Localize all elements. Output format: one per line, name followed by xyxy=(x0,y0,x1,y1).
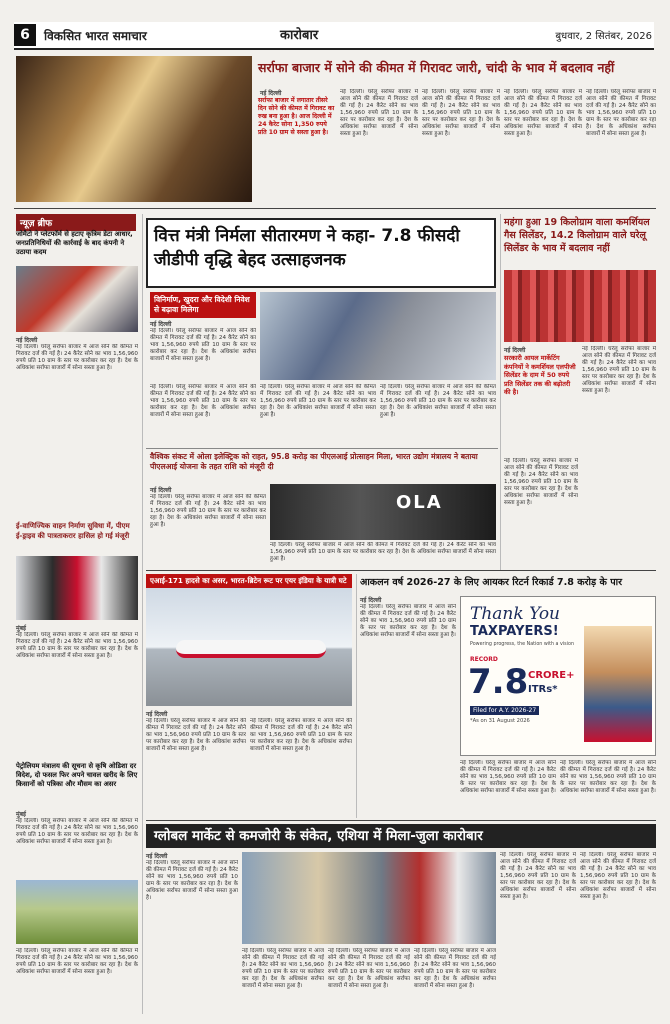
paddy-field-photo xyxy=(16,880,138,944)
news-brief-label: न्यूज़ ब्रीफ xyxy=(16,214,136,231)
itr-ad-record: RECORD xyxy=(470,656,498,663)
global-body-5: नई दिल्ली। घरेलू सर्राफा बाजार में आज सोने की कीमत में गिरावट दर्ज की गई है। 24 कैरेट सोने का भाव 1,56,960 रुपये प्रति 10 ग्राम के स्तर पर कारोबार कर रहा है। देश के अधिकांश सर्राफा बाजारों में सोना सस्ता हुआ है। xyxy=(500,852,576,900)
lpg-body-1: नई दिल्ली। घरेलू सर्राफा बाजार में आज सोने की कीमत में गिरावट दर्ज की गई है। 24 कैरेट सोने का भाव 1,56,960 रुपये प्रति 10 ग्राम के स्तर पर कारोबार कर रहा है। देश के अधिकांश सर्राफा बाजारों में सोना सस्ता हुआ है। xyxy=(504,458,578,506)
agri-body-top: नई दिल्ली। घरेलू सर्राफा बाजार में आज सोने की कीमत में गिरावट दर्ज की गई है। 24 कैरेट सोने का भाव 1,56,960 रुपये प्रति 10 ग्राम के स्तर पर कारोबार कर रहा है। देश के अधिकांश सर्राफा बाजारों में सोना सस्ता हुआ है। xyxy=(16,818,138,845)
itr-body-2: नई दिल्ली। घरेलू सर्राफा बाजार में आज सोने की कीमत में गिरावट दर्ज की गई है। 24 कैरेट सोने का भाव 1,56,960 रुपये प्रति 10 ग्राम के स्तर पर कारोबार कर रहा है। देश के अधिकांश सर्राफा बाजारों में सोना सस्ता हुआ है। xyxy=(460,760,556,794)
ev-headline: ई-वाणिज्यिक वाहन निर्माण सुविधा में, पीएम ई-ड्राइव की पात्रताकरार हासिल हो गई मंजूरी xyxy=(16,522,130,540)
ev-byline: मुंबई xyxy=(16,625,26,632)
gold-byline: नई दिल्ली xyxy=(260,90,282,97)
itr-body-3: नई दिल्ली। घरेलू सर्राफा बाजार में आज सोने की कीमत में गिरावट दर्ज की गई है। 24 कैरेट सोने का भाव 1,56,960 रुपये प्रति 10 ग्राम के स्तर पर कारोबार कर रहा है। देश के अधिकांश सर्राफा बाजारों में सोना सस्ता हुआ है। xyxy=(560,760,656,794)
itr-body-1: नई दिल्ली। घरेलू सर्राफा बाजार में आज सोने की कीमत में गिरावट दर्ज की गई है। 24 कैरेट सोने का भाव 1,56,960 रुपये प्रति 10 ग्राम के स्तर पर कारोबार कर रहा है। देश के अधिकांश सर्राफा बाजारों में सोना सस्ता हुआ है। xyxy=(360,604,456,638)
lead-byline: नई दिल्ली xyxy=(150,321,172,328)
airindia-byline: नई दिल्ली xyxy=(146,711,168,718)
itr-ad-crore: CRORE+ xyxy=(528,670,575,681)
itr-ad-itrs: ITRs* xyxy=(528,684,558,695)
page-number: 6 xyxy=(14,24,36,46)
gold-body-1: नई दिल्ली। घरेलू सर्राफा बाजार में आज सोने की कीमत में गिरावट दर्ज की गई है। 24 कैरेट सोने का भाव 1,56,960 रुपये प्रति 10 ग्राम के स्तर पर कारोबार कर रहा है। देश के अधिकांश सर्राफा बाजारों में सोना सस्ता हुआ है। xyxy=(340,89,418,137)
airindia-body-1: नई दिल्ली। घरेलू सर्राफा बाजार में आज सोने की कीमत में गिरावट दर्ज की गई है। 24 कैरेट सोने का भाव 1,56,960 रुपये प्रति 10 ग्राम के स्तर पर कारोबार कर रहा है। देश के अधिकांश सर्राफा बाजारों में सोना सस्ता हुआ है। xyxy=(146,718,246,752)
brief-byline: नई दिल्ली xyxy=(16,337,38,344)
itr-byline: नई दिल्ली xyxy=(360,597,382,604)
lead-body-2: नई दिल्ली। घरेलू सर्राफा बाजार में आज सोने की कीमत में गिरावट दर्ज की गई है। 24 कैरेट सोने का भाव 1,56,960 रुपये प्रति 10 ग्राम के स्तर पर कारोबार कर रहा है। देश के अधिकांश सर्राफा बाजारों में सोना सस्ता हुआ है। xyxy=(150,384,256,418)
ola-showroom-photo xyxy=(270,484,496,540)
gold-headline: सर्राफा बाजार में सोने की कीमत में गिरावट जारी, चांदी के भाव में बदलाव नहीं xyxy=(258,60,615,75)
lead-kicker: विनिर्माण, खुदरा और विदेशी निवेश से बढ़ावा मिलेगा xyxy=(150,292,256,318)
itr-ad-thank: Thank You xyxy=(470,604,561,624)
lpg-headline: महंगा हुआ 19 किलोग्राम वाला कमर्शियल गैस सिलेंडर, 14.2 किलोग्राम वाले घरेलू सिलेंडर के भाव में बदलाव नहीं xyxy=(504,217,650,254)
ola-sign-text: OLA xyxy=(396,492,443,513)
itr-ad-asof: *As on 31 August 2026 xyxy=(470,718,530,724)
itr-ad-filed: Filed for A.Y. 2026-27 xyxy=(470,706,539,715)
jewellery-shop-photo xyxy=(16,56,252,202)
plane-body-shape xyxy=(176,640,326,658)
issue-date: बुधवार, 2 सितंबर, 2026 xyxy=(555,31,652,42)
lead-body-4: नई दिल्ली। घरेलू सर्राफा बाजार में आज सोने की कीमत में गिरावट दर्ज की गई है। 24 कैरेट सोने का भाव 1,56,960 रुपये प्रति 10 ग्राम के स्तर पर कारोबार कर रहा है। देश के अधिकांश सर्राफा बाजारों में सोना सस्ता हुआ है। xyxy=(380,384,496,418)
gold-body-3: नई दिल्ली। घरेलू सर्राफा बाजार में आज सोने की कीमत में गिरावट दर्ज की गई है। 24 कैरेट सोने का भाव 1,56,960 रुपये प्रति 10 ग्राम के स्तर पर कारोबार कर रहा है। देश के अधिकांश सर्राफा बाजारों में सोना सस्ता हुआ है। xyxy=(504,89,582,137)
global-byline: नई दिल्ली xyxy=(146,853,168,860)
agri-byline: मुंबई xyxy=(16,811,26,818)
global-body-6: नई दिल्ली। घरेलू सर्राफा बाजार में आज सोने की कीमत में गिरावट दर्ज की गई है। 24 कैरेट सोने का भाव 1,56,960 रुपये प्रति 10 ग्राम के स्तर पर कारोबार कर रहा है। देश के अधिकांश सर्राफा बाजारों में सोना सस्ता हुआ है। xyxy=(580,852,656,900)
lpg-byline: नई दिल्ली xyxy=(504,347,526,354)
ev-vehicles-photo xyxy=(16,556,138,620)
finance-minister-photo xyxy=(260,292,496,380)
ola-body-1: नई दिल्ली। घरेलू सर्राफा बाजार में आज सोने की कीमत में गिरावट दर्ज की गई है। 24 कैरेट सोने का भाव 1,56,960 रुपये प्रति 10 ग्राम के स्तर पर कारोबार कर रहा है। देश के अधिकांश सर्राफा बाजारों में सोना सस्ता हुआ है। xyxy=(150,494,266,528)
gold-lead: सर्राफा बाजार में लगातार तीसरे दिन सोने की कीमत में गिरावट का रुख बना हुआ है। आज दिल्ली में 24 कैरेट सोना 1,350 रुपये प्रति 10 ग्राम से सस्ता हुआ है। xyxy=(258,97,335,136)
agri-body: नई दिल्ली। घरेलू सर्राफा बाजार में आज सोने की कीमत में गिरावट दर्ज की गई है। 24 कैरेट सोने का भाव 1,56,960 रुपये प्रति 10 ग्राम के स्तर पर कारोबार कर रहा है। देश के अधिकांश सर्राफा बाजारों में सोना सस्ता हुआ है। xyxy=(16,948,138,975)
stock-exchange-photo xyxy=(242,852,496,944)
lead-body-3: नई दिल्ली। घरेलू सर्राफा बाजार में आज सोने की कीमत में गिरावट दर्ज की गई है। 24 कैरेट सोने का भाव 1,56,960 रुपये प्रति 10 ग्राम के स्तर पर कारोबार कर रहा है। देश के अधिकांश सर्राफा बाजारों में सोना सस्ता हुआ है। xyxy=(260,384,376,418)
global-body-3: नई दिल्ली। घरेलू सर्राफा बाजार में आज सोने की कीमत में गिरावट दर्ज की गई है। 24 कैरेट सोने का भाव 1,56,960 रुपये प्रति 10 ग्राम के स्तर पर कारोबार कर रहा है। देश के अधिकांश सर्राफा बाजारों में सोना सस्ता हुआ है। xyxy=(328,948,410,989)
itr-ad-number: 7.8 xyxy=(468,662,529,702)
ola-body-2: नई दिल्ली। घरेलू सर्राफा बाजार में आज सोने की कीमत में गिरावट दर्ज की गई है। 24 कैरेट सोने का भाव 1,56,960 रुपये प्रति 10 ग्राम के स्तर पर कारोबार कर रहा है। देश के अधिकांश सर्राफा बाजारों में सोना सस्ता हुआ है। xyxy=(270,542,496,562)
lead-body-1: नई दिल्ली। घरेलू सर्राफा बाजार में आज सोने की कीमत में गिरावट दर्ज की गई है। 24 कैरेट सोने का भाव 1,56,960 रुपये प्रति 10 ग्राम के स्तर पर कारोबार कर रहा है। देश के अधिकांश सर्राफा बाजारों में सोना सस्ता हुआ है। xyxy=(150,328,256,362)
gold-body-2: नई दिल्ली। घरेलू सर्राफा बाजार में आज सोने की कीमत में गिरावट दर्ज की गई है। 24 कैरेट सोने का भाव 1,56,960 रुपये प्रति 10 ग्राम के स्तर पर कारोबार कर रहा है। देश के अधिकांश सर्राफा बाजारों में सोना सस्ता हुआ है। xyxy=(422,89,500,137)
section-title: कारोबार xyxy=(280,28,319,43)
itr-ad-taxpayers: TAXPAYERS! xyxy=(470,624,559,639)
itr-ad-sub: Powering progress, the Nation with a vision xyxy=(470,642,574,647)
global-body-2: नई दिल्ली। घरेलू सर्राफा बाजार में आज सोने की कीमत में गिरावट दर्ज की गई है। 24 कैरेट सोने का भाव 1,56,960 रुपये प्रति 10 ग्राम के स्तर पर कारोबार कर रहा है। देश के अधिकांश सर्राफा बाजारों में सोना सस्ता हुआ है। xyxy=(242,948,324,989)
ola-headline: वैश्विक संकट में ओला इलेक्ट्रिक को राहत, 95.8 करोड़ का पीएलआई प्रोत्साहन मिला, भारत उद्योग मंत्रालय ने बताया पीएलआई योजना के तहत राशि को मंजूरी दी xyxy=(150,452,478,471)
global-headline: ग्लोबल मार्केट से कमजोरी के संकेत, एशिया में मिला-जुला कारोबार xyxy=(154,828,483,844)
brief-body: नई दिल्ली। घरेलू सर्राफा बाजार में आज सोने की कीमत में गिरावट दर्ज की गई है। 24 कैरेट सोने का भाव 1,56,960 रुपये प्रति 10 ग्राम के स्तर पर कारोबार कर रहा है। देश के अधिकांश सर्राफा बाजारों में सोना सस्ता हुआ है। xyxy=(16,344,138,371)
paper-name: विकसित भारत समाचार xyxy=(44,29,147,43)
airindia-body-2: नई दिल्ली। घरेलू सर्राफा बाजार में आज सोने की कीमत में गिरावट दर्ज की गई है। 24 कैरेट सोने का भाव 1,56,960 रुपये प्रति 10 ग्राम के स्तर पर कारोबार कर रहा है। देश के अधिकांश सर्राफा बाजारों में सोना सस्ता हुआ है। xyxy=(250,718,352,752)
agri-headline: पेट्रोलियम मंत्रालय की सूचना से कृषि ओडिशा दर विदेश, दो फसल फिर अपने चावल खरीद के लिए किसानों को पत्रिका और मौसम का असर xyxy=(16,762,138,788)
global-body-4: नई दिल्ली। घरेलू सर्राफा बाजार में आज सोने की कीमत में गिरावट दर्ज की गई है। 24 कैरेट सोने का भाव 1,56,960 रुपये प्रति 10 ग्राम के स्तर पर कारोबार कर रहा है। देश के अधिकांश सर्राफा बाजारों में सोना सस्ता हुआ है। xyxy=(414,948,496,989)
news-brief-headline: जोमैटो ने प्लेटफॉर्म से हटाए कृत्रिम डेटा आधार, जनप्रतिनिधियों की कार्रवाई के बाद कंपनी ने उठाया कदम xyxy=(16,230,133,256)
lpg-body-2: नई दिल्ली। घरेलू सर्राफा बाजार में आज सोने की कीमत में गिरावट दर्ज की गई है। 24 कैरेट सोने का भाव 1,56,960 रुपये प्रति 10 ग्राम के स्तर पर कारोबार कर रहा है। देश के अधिकांश सर्राफा बाजारों में सोना सस्ता हुआ है। xyxy=(582,346,656,394)
airindia-headline: एआई-171 हादसे का असर, भारत-ब्रिटेन रूट पर एयर इंडिया के यात्री घटे xyxy=(146,574,352,588)
gas-cylinders-photo xyxy=(504,270,656,342)
lead-headline: वित्त मंत्री निर्मला सीतारमण ने कहा- 7.8 फीसदी जीडीपी वृद्धि बेहद उत्साहजनक xyxy=(154,226,460,270)
gold-body-4: नई दिल्ली। घरेलू सर्राफा बाजार में आज सोने की कीमत में गिरावट दर्ज की गई है। 24 कैरेट सोने का भाव 1,56,960 रुपये प्रति 10 ग्राम के स्तर पर कारोबार कर रहा है। देश के अधिकांश सर्राफा बाजारों में सोना सस्ता हुआ है। xyxy=(586,89,656,137)
ola-byline: नई दिल्ली xyxy=(150,487,172,494)
delivery-rider-photo xyxy=(16,266,138,332)
taxpayers-group-photo xyxy=(584,626,652,742)
lpg-sub: सरकारी आयल मार्केटिंग कंपनियों ने कमर्शियल एलपीजी सिलेंडर के दाम में 50 रुपये प्रति सिलेंडर तक की बढ़ोतरी की है। xyxy=(504,354,576,396)
global-body-1: नई दिल्ली। घरेलू सर्राफा बाजार में आज सोने की कीमत में गिरावट दर्ज की गई है। 24 कैरेट सोने का भाव 1,56,960 रुपये प्रति 10 ग्राम के स्तर पर कारोबार कर रहा है। देश के अधिकांश सर्राफा बाजारों में सोना सस्ता हुआ है। xyxy=(146,860,238,901)
ev-body: नई दिल्ली। घरेलू सर्राफा बाजार में आज सोने की कीमत में गिरावट दर्ज की गई है। 24 कैरेट सोने का भाव 1,56,960 रुपये प्रति 10 ग्राम के स्तर पर कारोबार कर रहा है। देश के अधिकांश सर्राफा बाजारों में सोना सस्ता हुआ है। xyxy=(16,632,138,659)
itr-headline: आकलन वर्ष 2026-27 के लिए आयकर रिटर्न रिकार्ड 7.8 करोड़ के पार xyxy=(360,577,623,588)
